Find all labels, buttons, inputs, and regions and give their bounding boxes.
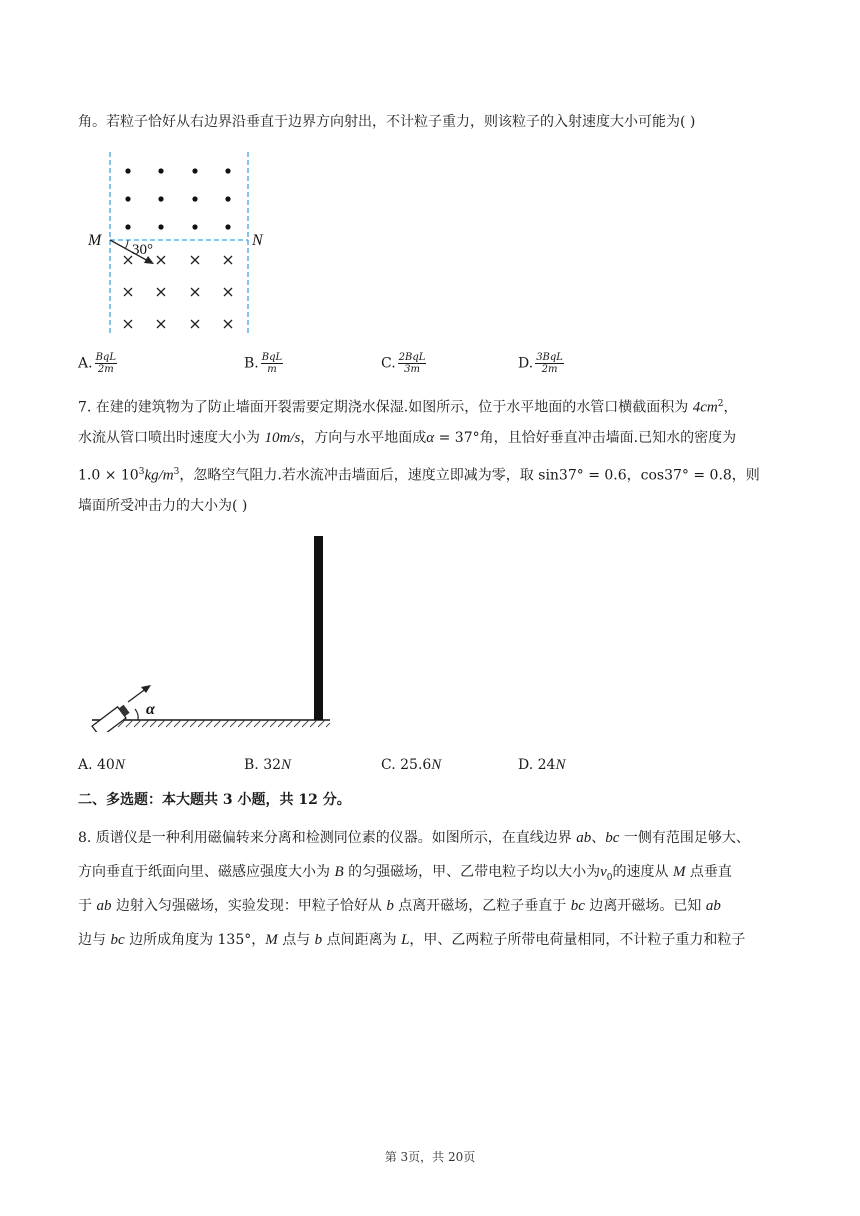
- q6-option-b: B. $\frac{\text{BqL}}{m}$: [244, 352, 283, 375]
- alpha-label: α: [146, 701, 155, 718]
- label-m: M: [88, 232, 102, 249]
- q7-option-d: D. 24N: [518, 757, 566, 773]
- label-n: N: [252, 232, 263, 249]
- q6-figure: [78, 146, 278, 346]
- field-crosses: [124, 256, 232, 328]
- q6-option-a: A. $\frac{\text{BqL}}{2m}$: [78, 352, 116, 375]
- q7-line-4: 墙面所受冲击力的大小为( ): [78, 498, 248, 514]
- q8-line-1: 8. 质谱仪是一种利用磁偏转来分离和检测同位素的仪器。如图所示，在直线边界 ab、bc 一侧有范围足够大、: [78, 830, 750, 846]
- q7-option-a: A. 40N: [78, 757, 125, 773]
- q7-option-b: B. 32N: [244, 757, 292, 773]
- section-2-title: 二、多选题：本大题共 3 小题，共 12 分。: [78, 792, 351, 808]
- q7-line-3: $1.0 \times 10^3kg/m^3$，忽略空气阻力.若水流冲击墙面后，速度立即减为零，取 sin37° = 0.6，cos37° = 0.8，则: [78, 467, 760, 484]
- wall: [314, 536, 323, 720]
- nozzle: [92, 703, 131, 732]
- q7-option-c: C. 25.6N: [381, 757, 442, 773]
- alpha-arc: [135, 709, 138, 720]
- q7-figure: [84, 532, 354, 732]
- q8-line-3: 于 ab 边射入匀强磁场，实验发现：甲粒子恰好从 b 点离开磁场，乙粒子垂直于 bc 边离开磁场。已知 ab: [78, 898, 721, 914]
- page-number: 第 3页，共 20页: [384, 1150, 476, 1164]
- q8-line-4: 边与 bc 边所成角度为 135°，M 点与 b 点间距离为 L，甲、乙两粒子所带电荷量相同，不计粒子重力和粒子: [78, 932, 746, 948]
- q6-option-c: C. $\frac{\text{2BqL}}{3m}$: [381, 352, 426, 375]
- q6-option-d: D. $\frac{\text{3BqL}}{2m}$: [518, 352, 563, 375]
- field-dots: [125, 168, 230, 229]
- q6-stem-tail: 角。若粒子恰好从右边界沿垂直于边界方向射出，不计粒子重力，则该粒子的入射速度大小可能为( ): [78, 114, 696, 130]
- q7-line-1: 7. 在建的建筑物为了防止墙面开裂需要定期浇水保湿.如图所示，位于水平地面的水管口横截面积为 $4cm^2$，: [78, 399, 738, 416]
- ground-hatch: [94, 720, 330, 727]
- angle-arc: [125, 240, 128, 249]
- q8-line-2: 方向垂直于纸面向里、磁感应强度大小为 B 的匀强磁场，甲、乙带电粒子均以大小为$v_0$的速度从 M 点垂直: [78, 864, 732, 883]
- q7-line-2: 水流从管口喷出时速度大小为 10m/s，方向与水平地面成α = 37°角，且恰好垂直冲击墙面.已知水的密度为: [78, 430, 737, 446]
- angle-label: 30°: [132, 242, 153, 258]
